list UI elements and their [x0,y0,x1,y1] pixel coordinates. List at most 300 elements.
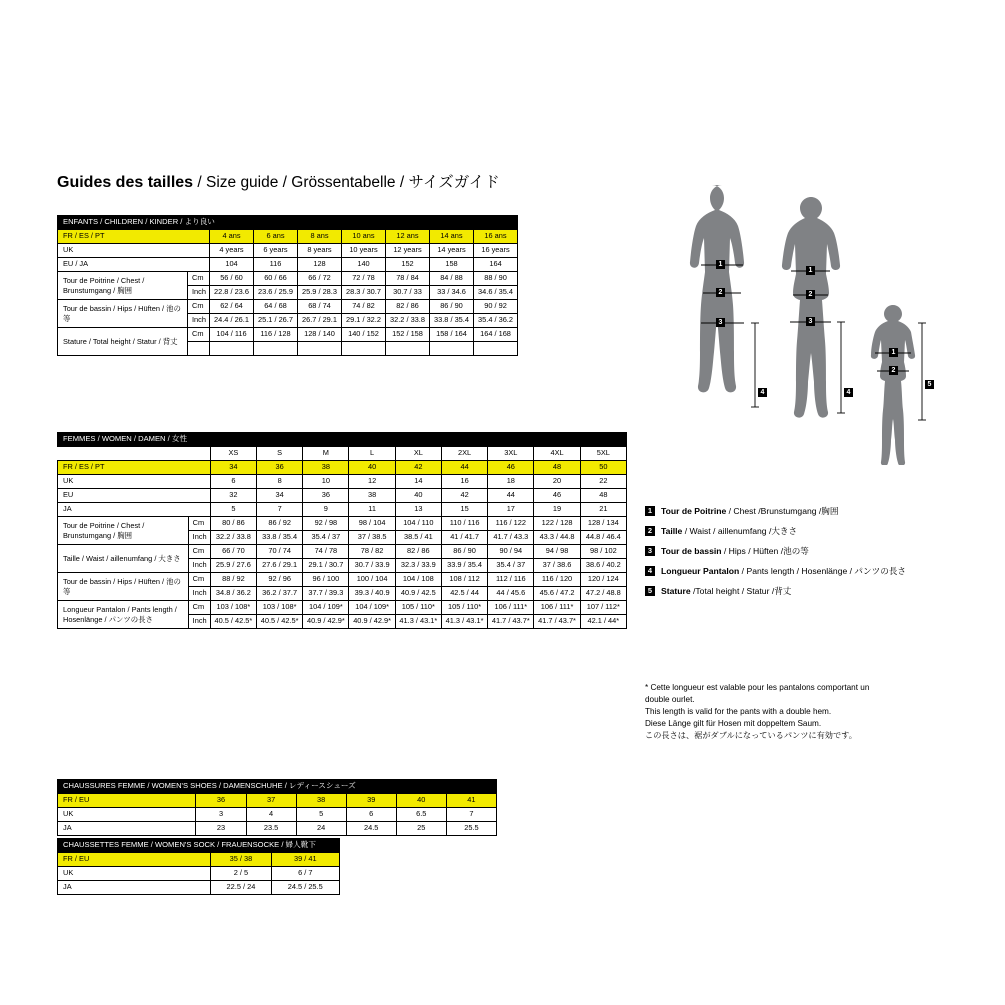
unit-cm: Cm [188,328,210,342]
measure-value: 122 / 128 [534,517,580,531]
measure-value [342,342,386,356]
measure-value: 164 / 168 [474,328,518,342]
size-value: 6 years [254,244,298,258]
measure-value: 98 / 102 [580,545,626,559]
size-value: 44 [488,489,534,503]
measure-value: 42.1 / 44* [580,615,626,629]
measure-value: 41.7 / 43.3 [488,531,534,545]
measure-value: 34.6 / 35.4 [474,286,518,300]
measure-value: 40.5 / 42.5* [257,615,303,629]
measure-value: 41 / 41.7 [441,531,487,545]
measure-value: 33.8 / 35.4 [257,531,303,545]
legend-label: Stature /Total height / Statur /背丈 [661,586,792,596]
measure-value: 23.6 / 25.9 [254,286,298,300]
legend-number: 2 [645,526,655,536]
measure-value: 86 / 90 [441,545,487,559]
measure-value: 108 / 112 [441,573,487,587]
measure-value [298,342,342,356]
unit-cm: Cm [188,545,210,559]
measure-value: 33 / 34.6 [430,286,474,300]
measure-value: 27.6 / 29.1 [257,559,303,573]
shoe-size-value: 39 [346,794,396,808]
measure-value: 158 / 164 [430,328,474,342]
measure-value: 128 / 134 [580,517,626,531]
measure-value: 66 / 70 [210,545,256,559]
size-value: 34 [257,489,303,503]
size-value: 44 [441,461,487,475]
measure-value: 94 / 98 [534,545,580,559]
size-value: 48 [580,489,626,503]
size-value: 16 ans [474,230,518,244]
measure-value: 29.1 / 30.7 [303,559,349,573]
measure-value: 74 / 82 [342,300,386,314]
child-silhouette [871,305,915,465]
row-label: FR / EU [58,794,196,808]
women-size-table [57,432,627,629]
legend-label: Longueur Pantalon / Pants length / Hosenlänge / パンツの長さ [661,566,906,576]
measure-value: 88 / 90 [474,272,518,286]
shoes-table-header: CHAUSSURES FEMME / WOMEN'S SHOES / DAMENSCHUHE / レディースシューズ [58,780,497,794]
table-row [58,601,627,615]
measure-value: 30.7 / 33.9 [349,559,395,573]
measure-value: 37.7 / 39.3 [303,587,349,601]
measure-value: 82 / 86 [386,300,430,314]
measure-value: 152 / 158 [386,328,430,342]
measure-value: 25.9 / 27.6 [210,559,256,573]
size-value: 6 ans [254,230,298,244]
row-label: EU / JA [58,258,210,272]
sock-size-value: 39 / 41 [271,853,339,867]
children-table-header: ENFANTS / CHILDREN / KINDER / より良い [58,216,518,230]
size-value: 34 [210,461,256,475]
measure-value: 30.7 / 33 [386,286,430,300]
measure-value [474,342,518,356]
size-header: L [349,447,395,461]
measure-value: 103 / 108* [210,601,256,615]
measure-value: 32.2 / 33.8 [386,314,430,328]
measure-value: 32.3 / 33.9 [395,559,441,573]
measure-value: 116 / 128 [254,328,298,342]
measure-value: 33.8 / 35.4 [430,314,474,328]
row-label: JA [58,503,211,517]
legend-label: Tour de Poitrine / Chest /Brunstumgang /胸囲 [661,506,839,516]
sock-size-value: 24.5 / 25.5 [271,881,339,895]
table-row [58,244,518,258]
measure-value: 106 / 111* [488,601,534,615]
size-value: 14 ans [430,230,474,244]
size-value: 116 [254,258,298,272]
measure-value: 35.4 / 37 [303,531,349,545]
measure-value: 41.7 / 43.7* [488,615,534,629]
measure-value: 60 / 66 [254,272,298,286]
row-label: JA [58,881,211,895]
size-header: XL [395,447,441,461]
measure-value: 41.3 / 43.1* [395,615,441,629]
man-badge-1: 1 [716,260,725,269]
measure-value: 64 / 68 [254,300,298,314]
measure-value: 47.2 / 48.8 [580,587,626,601]
child-badge-1: 1 [889,348,898,357]
unit-cm: Cm [188,300,210,314]
legend-label: Tour de bassin / Hips / Hüften /池の等 [661,546,809,556]
size-header: M [303,447,349,461]
woman-badge-2: 2 [806,290,815,299]
measure-value: 44 / 45.6 [488,587,534,601]
size-value: 13 [395,503,441,517]
legend-item [645,545,906,557]
measure-value: 38.6 / 40.2 [580,559,626,573]
measure-value: 44.8 / 46.4 [580,531,626,545]
measure-value: 103 / 108* [257,601,303,615]
size-value: 17 [488,503,534,517]
size-header: 5XL [580,447,626,461]
measure-value: 78 / 82 [349,545,395,559]
woman-badge-4: 4 [844,388,853,397]
measure-value: 106 / 111* [534,601,580,615]
legend-item [645,525,906,537]
size-value: 164 [474,258,518,272]
size-value: 104 [210,258,254,272]
measure-label: Tour de Poitrine / Chest / Brunstumgang / 胸囲 [58,272,188,300]
size-header: 4XL [534,447,580,461]
women-table-header: FEMMES / WOMEN / DAMEN / 女性 [58,433,627,447]
measure-value: 110 / 116 [441,517,487,531]
size-value: 10 ans [342,230,386,244]
size-value: 50 [580,461,626,475]
empty-cell [58,447,211,461]
shoe-size-value: 4 [246,808,296,822]
row-label: EU [58,489,211,503]
measure-value: 88 / 92 [210,573,256,587]
woman-badge-1: 1 [806,266,815,275]
shoe-size-value: 3 [196,808,246,822]
measure-value [430,342,474,356]
table-row [58,822,497,836]
measure-value: 105 / 110* [441,601,487,615]
shoe-size-value: 7 [446,808,496,822]
page-title-bold: Guides des tailles [57,174,194,191]
size-value: 10 years [342,244,386,258]
table-row [58,272,518,286]
footnote-line: Diese Länge gilt für Hosen mit doppeltem Saum. [645,718,822,728]
unit-inch: Inch [188,587,210,601]
size-value: 8 years [298,244,342,258]
shoe-size-value: 6.5 [396,808,446,822]
measure-value: 45.6 / 47.2 [534,587,580,601]
measure-value: 37 / 38.5 [349,531,395,545]
children-size-table [57,215,518,356]
measure-value: 104 / 108 [395,573,441,587]
size-value: 12 ans [386,230,430,244]
measure-value: 41.7 / 43.7* [534,615,580,629]
legend-number: 3 [645,546,655,556]
row-label: FR / ES / PT [58,461,211,475]
shoe-size-value: 23.5 [246,822,296,836]
measure-value: 28.3 / 30.7 [342,286,386,300]
shoe-size-value: 23 [196,822,246,836]
size-value: 16 [441,475,487,489]
table-row [58,853,340,867]
size-value: 140 [342,258,386,272]
man-badge-4: 4 [758,388,767,397]
size-value: 158 [430,258,474,272]
man-badge-2: 2 [716,288,725,297]
shoe-size-value: 38 [296,794,346,808]
measure-value: 140 / 152 [342,328,386,342]
size-header: 2XL [441,447,487,461]
measure-value: 25.9 / 28.3 [298,286,342,300]
size-value: 42 [395,461,441,475]
size-value: 46 [488,461,534,475]
measure-value: 82 / 86 [395,545,441,559]
unit-inch: Inch [188,559,210,573]
row-label: UK [58,244,210,258]
measure-value: 34.8 / 36.2 [210,587,256,601]
size-value: 40 [349,461,395,475]
measure-value: 78 / 84 [386,272,430,286]
measure-value: 120 / 124 [580,573,626,587]
measure-value: 40.9 / 42.9* [349,615,395,629]
table-row [58,881,340,895]
measure-value: 29.1 / 32.2 [342,314,386,328]
size-value: 14 [395,475,441,489]
row-label: UK [58,475,211,489]
shoe-size-value: 24 [296,822,346,836]
shoe-size-value: 36 [196,794,246,808]
measure-value: 90 / 94 [488,545,534,559]
footnote [645,682,869,741]
size-value: 12 [349,475,395,489]
table-row [58,517,627,531]
measure-value: 100 / 104 [349,573,395,587]
measure-value: 80 / 86 [210,517,256,531]
sock-size-value: 6 / 7 [271,867,339,881]
measure-value: 26.7 / 29.1 [298,314,342,328]
legend-item [645,505,906,517]
table-row [58,573,627,587]
measure-label: Tour de Poitrine / Chest / Brunstumgang / 胸囲 [58,517,189,545]
measure-value [210,342,254,356]
size-value: 21 [580,503,626,517]
women-shoes-table [57,779,497,836]
size-value: 19 [534,503,580,517]
shoe-size-value: 25 [396,822,446,836]
row-label: JA [58,822,196,836]
measure-value: 84 / 88 [430,272,474,286]
table-row [58,503,627,517]
measure-label: Stature / Total height / Statur / 背丈 [58,328,188,356]
measure-value: 35.4 / 37 [488,559,534,573]
measure-value: 104 / 109* [349,601,395,615]
measure-value: 104 / 116 [210,328,254,342]
size-value: 48 [534,461,580,475]
measurement-legend [645,505,906,605]
size-value: 36 [303,489,349,503]
man-badge-3: 3 [716,318,725,327]
measure-value: 116 / 120 [534,573,580,587]
measure-value: 38.5 / 41 [395,531,441,545]
child-badge-2: 2 [889,366,898,375]
measure-label: Tour de bassin / Hips / Hüften / 池の等 [58,300,188,328]
measure-value: 74 / 78 [303,545,349,559]
measure-value: 39.3 / 40.9 [349,587,395,601]
measure-value: 90 / 92 [474,300,518,314]
size-value: 32 [210,489,256,503]
table-row [58,489,627,503]
unit-cm: Cm [188,601,210,615]
sock-size-value: 2 / 5 [211,867,271,881]
row-label: UK [58,867,211,881]
measure-value: 56 / 60 [210,272,254,286]
measure-value: 116 / 122 [488,517,534,531]
measure-value: 25.1 / 26.7 [254,314,298,328]
woman-silhouette [782,197,840,418]
size-value: 10 [303,475,349,489]
table-row [58,475,627,489]
measure-value: 22.8 / 23.6 [210,286,254,300]
shoe-size-value: 6 [346,808,396,822]
measure-value: 32.2 / 33.8 [210,531,256,545]
measure-value: 41.3 / 43.1* [441,615,487,629]
table-row [58,300,518,314]
measure-value: 40.5 / 42.5* [210,615,256,629]
size-value: 22 [580,475,626,489]
table-row [58,808,497,822]
size-value: 20 [534,475,580,489]
unit-inch: Inch [188,314,210,328]
footnote-line: This length is valid for the pants with a double hem. [645,706,832,716]
table-row [58,447,627,461]
size-value: 11 [349,503,395,517]
measure-value [254,342,298,356]
measure-label: Tour de bassin / Hips / Hüften / 池の等 [58,573,189,601]
legend-item [645,565,906,577]
measure-value: 36.2 / 37.7 [257,587,303,601]
measure-value: 96 / 100 [303,573,349,587]
table-row [58,545,627,559]
measure-value: 37 / 38.6 [534,559,580,573]
table-row [58,258,518,272]
legend-number: 5 [645,586,655,596]
women-socks-table [57,838,340,895]
measure-value: 24.4 / 26.1 [210,314,254,328]
footnote-line: この長さは、裾がダブルになっているパンツに有効です。 [645,730,857,740]
size-value: 6 [210,475,256,489]
table-row [58,461,627,475]
unit-inch: Inch [188,615,210,629]
size-value: 9 [303,503,349,517]
size-value: 12 years [386,244,430,258]
child-badge-5: 5 [925,380,934,389]
page-title [57,170,500,192]
size-value: 5 [210,503,256,517]
size-value: 16 years [474,244,518,258]
measure-value [386,342,430,356]
size-value: 7 [257,503,303,517]
legend-label: Taille / Waist / aillenumfang /大きさ [661,526,798,536]
shoe-size-value: 5 [296,808,346,822]
socks-table-header: CHAUSSETTES FEMME / WOMEN'S SOCK / FRAUENSOCKE / 婦人靴下 [58,839,340,853]
unit-cm: Cm [188,272,210,286]
page-title-rest: / Size guide / Grössentabelle / サイズガイド [193,174,500,191]
sock-size-value: 35 / 38 [211,853,271,867]
table-row [58,794,497,808]
shoe-size-value: 41 [446,794,496,808]
size-value: 38 [349,489,395,503]
footnote-line: double ourlet. [645,694,695,704]
measure-value: 70 / 74 [257,545,303,559]
body-measurement-figures [660,175,960,465]
legend-number: 1 [645,506,655,516]
table-row [58,230,518,244]
unit-cm: Cm [188,517,210,531]
measure-value: 72 / 78 [342,272,386,286]
size-value: 14 years [430,244,474,258]
measure-value: 104 / 109* [303,601,349,615]
row-label: FR / EU [58,853,211,867]
measure-value: 107 / 112* [580,601,626,615]
shoe-size-value: 37 [246,794,296,808]
table-row [58,867,340,881]
size-value: 42 [441,489,487,503]
measure-label: Longueur Pantalon / Pants length / Hosenlänge / パンツの長さ [58,601,189,629]
measure-value: 33.9 / 35.4 [441,559,487,573]
size-value: 15 [441,503,487,517]
unit-cm: Cm [188,573,210,587]
measure-value: 40.9 / 42.9* [303,615,349,629]
size-header: 3XL [488,447,534,461]
measure-value: 86 / 92 [257,517,303,531]
footnote-line: * Cette longueur est valable pour les pantalons comportant un [645,683,870,692]
measure-value: 42.5 / 44 [441,587,487,601]
row-label: FR / ES / PT [58,230,210,244]
legend-item [645,585,906,597]
woman-badge-3: 3 [806,317,815,326]
measure-label: Taille / Waist / aillenumfang / 大きさ [58,545,189,573]
shoe-size-value: 24.5 [346,822,396,836]
size-value: 4 ans [210,230,254,244]
measure-value: 105 / 110* [395,601,441,615]
measure-value: 112 / 116 [488,573,534,587]
size-value: 8 [257,475,303,489]
shoe-size-value: 40 [396,794,446,808]
measure-value: 40.9 / 42.5 [395,587,441,601]
table-row [58,328,518,342]
size-value: 40 [395,489,441,503]
size-value: 46 [534,489,580,503]
measure-value: 128 / 140 [298,328,342,342]
measure-value: 92 / 96 [257,573,303,587]
measure-value: 92 / 98 [303,517,349,531]
legend-number: 4 [645,566,655,576]
size-value: 8 ans [298,230,342,244]
unit-inch: Inch [188,531,210,545]
measure-value: 43.3 / 44.8 [534,531,580,545]
sock-size-value: 22.5 / 24 [211,881,271,895]
measure-value: 62 / 64 [210,300,254,314]
measure-value: 86 / 90 [430,300,474,314]
size-value: 36 [257,461,303,475]
size-value: 4 years [210,244,254,258]
size-value: 38 [303,461,349,475]
size-header: XS [210,447,256,461]
measure-value: 68 / 74 [298,300,342,314]
measure-value: 66 / 72 [298,272,342,286]
unit-inch [188,342,210,356]
size-value: 152 [386,258,430,272]
measure-value: 35.4 / 36.2 [474,314,518,328]
row-label: UK [58,808,196,822]
